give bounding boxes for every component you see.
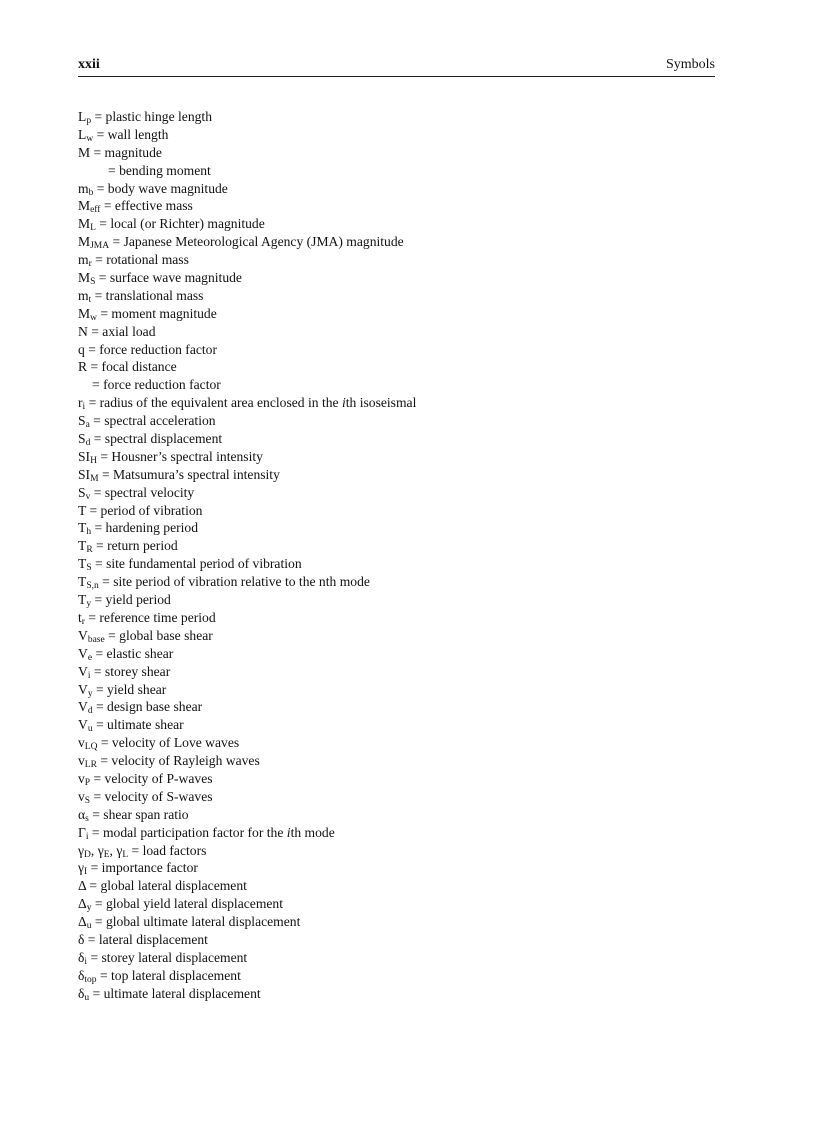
symbol-subscript: y <box>86 903 92 914</box>
symbol-entry <box>78 913 718 931</box>
symbol-entry <box>78 233 718 251</box>
symbol-definition: = velocity of Rayleigh waves <box>96 753 260 769</box>
italic-index: i <box>341 395 346 411</box>
symbol-subscript: v <box>85 491 91 502</box>
symbol: R <box>78 359 88 375</box>
symbol-definition: = plastic hinge length <box>91 109 212 124</box>
symbol-entry <box>78 251 718 269</box>
symbol-subscript: a <box>85 420 90 431</box>
symbol-definition: = reference time period <box>84 609 216 625</box>
symbol-subscript: eff <box>90 205 101 216</box>
symbol-definition: = velocity of Love waves <box>97 735 240 751</box>
symbol-subscript: e <box>87 652 93 663</box>
symbol-entry <box>78 645 718 663</box>
symbol-entry <box>78 108 718 126</box>
symbol-entry <box>78 448 718 466</box>
symbol-entry <box>78 842 718 860</box>
symbol-definition: , <box>90 842 98 858</box>
symbol: SI <box>78 466 91 482</box>
symbol: M <box>78 305 91 321</box>
symbol: T <box>78 502 87 518</box>
symbol-subscript: S <box>84 795 91 806</box>
separator: , <box>109 842 117 858</box>
symbol-definition: = yield shear <box>92 681 167 697</box>
symbol-definition: = spectral acceleration <box>89 413 216 429</box>
symbol-definition: = focal distance <box>87 359 177 375</box>
symbol-subscript: JMA <box>90 241 110 252</box>
symbol-definition: = top lateral displacement <box>96 967 241 983</box>
symbol-definition-rest: th mode <box>290 824 335 840</box>
symbol-subscript: w <box>90 312 97 323</box>
symbol-definition: = modal participation factor for the <box>88 824 287 840</box>
symbol-entry <box>78 734 718 752</box>
symbol-definition: = elastic shear <box>92 645 174 661</box>
symbol-subscript: D <box>84 849 91 860</box>
symbol-entry <box>78 985 718 1003</box>
symbol: m <box>78 180 89 196</box>
symbol-entry <box>78 287 718 305</box>
symbol: γ <box>78 860 85 876</box>
symbol: M <box>78 144 91 160</box>
symbol: Δ <box>78 878 86 894</box>
symbol-definition: = hardening period <box>91 520 199 536</box>
symbol-entry <box>78 931 718 949</box>
symbol-entry <box>78 609 718 627</box>
symbol: v <box>78 735 85 751</box>
symbol-definition: = Japanese Meteorological Agency (JMA) magnitude <box>109 234 404 250</box>
symbol: γ <box>116 842 123 858</box>
symbol: δ <box>78 985 85 1001</box>
symbol-definition: = local (or Richter) magnitude <box>95 216 265 232</box>
symbol: M <box>78 270 91 286</box>
symbol-definition: = importance factor <box>87 860 198 876</box>
symbol: γ <box>97 842 104 858</box>
symbol-definition: = Matsumura’s spectral intensity <box>98 466 280 482</box>
symbol-definition: = Housner’s spectral intensity <box>96 448 263 464</box>
symbol-definition: = global lateral displacement <box>86 878 247 894</box>
symbol-definition: = wall length <box>93 126 169 142</box>
symbol-subscript: H <box>90 455 97 466</box>
symbol-entry <box>78 788 718 806</box>
symbol: t <box>78 609 82 625</box>
symbol-subscript: L <box>122 849 129 860</box>
symbol-definition: = return period <box>92 538 178 554</box>
symbol: δ <box>78 967 85 983</box>
symbol-subscript: t <box>88 294 92 305</box>
symbol-entry <box>78 502 718 520</box>
symbol-entry <box>78 144 718 162</box>
symbol-definition: = shear span ratio <box>88 806 189 822</box>
symbol-entry <box>78 627 718 645</box>
symbol-entry <box>78 466 718 484</box>
symbol: T <box>78 538 87 554</box>
symbol-subscript: i <box>85 831 89 842</box>
symbol: S <box>78 413 86 429</box>
symbol-definition: = effective mass <box>100 198 193 214</box>
symbol: T <box>78 556 87 572</box>
symbol-definition: = force reduction factor <box>92 377 221 393</box>
symbol-subscript: r <box>81 616 85 627</box>
symbol-subscript: S <box>90 277 96 288</box>
symbol: Δ <box>78 896 87 912</box>
symbol-subscript: i <box>82 402 86 413</box>
symbol-entry <box>78 949 718 967</box>
symbol-subscript: R <box>86 545 93 556</box>
symbol: T <box>78 574 87 590</box>
symbol-definition: = global ultimate lateral displacement <box>91 914 301 930</box>
symbol: γ <box>78 842 85 858</box>
symbol: v <box>78 788 85 804</box>
symbol: m <box>78 287 89 303</box>
symbol: v <box>78 770 85 786</box>
symbol-definition: = force reduction factor <box>84 341 218 357</box>
page-number: xxii <box>78 57 100 72</box>
symbol-definition-rest: th isoseismal <box>345 395 417 411</box>
symbol-entry <box>78 877 718 895</box>
symbol-definition: = site period of vibration relative to the nth mode <box>98 574 370 590</box>
symbol-entry <box>78 555 718 573</box>
symbol-definition: = spectral velocity <box>90 484 195 500</box>
symbol: L <box>78 109 87 124</box>
symbol-entry <box>78 519 718 537</box>
symbol-entry <box>78 305 718 323</box>
symbol-definition: = spectral displacement <box>90 431 223 447</box>
symbol-subscript: E <box>103 849 110 860</box>
symbol-entry <box>78 341 718 359</box>
symbol: Γ <box>78 824 86 840</box>
symbol-entry <box>78 859 718 877</box>
symbol: SI <box>78 448 91 464</box>
page-header <box>78 57 715 77</box>
symbol-entry <box>78 162 718 180</box>
symbol-definition: = yield period <box>91 592 171 608</box>
symbol-definition: = ultimate shear <box>92 717 184 733</box>
symbol-entry <box>78 967 718 985</box>
symbol-entry <box>78 591 718 609</box>
symbol-definition: = rotational mass <box>91 252 189 268</box>
symbol: S <box>78 484 86 500</box>
symbol-entry <box>78 358 718 376</box>
symbol-subscript: u <box>84 992 90 1003</box>
symbol-subscript: w <box>86 133 94 144</box>
symbol-entry <box>78 681 718 699</box>
symbol: v <box>78 753 85 769</box>
symbol-definition: = moment magnitude <box>96 305 217 321</box>
symbol-definition: = velocity of S-waves <box>90 788 213 804</box>
symbol-subscript: p <box>86 116 92 126</box>
symbol-subscript: d <box>85 438 91 449</box>
symbol-entry <box>78 895 718 913</box>
symbol-entry <box>78 716 718 734</box>
symbol-definition: = global yield lateral displacement <box>91 896 283 912</box>
symbol-subscript: u <box>86 921 92 932</box>
symbol: V <box>78 663 88 679</box>
symbol-definition: = surface wave magnitude <box>95 270 242 286</box>
symbol: L <box>78 126 87 142</box>
symbol: M <box>78 216 91 232</box>
symbol-subscript: h <box>86 527 92 538</box>
symbol-definition: = body wave magnitude <box>93 180 228 196</box>
symbol-entry <box>78 269 718 287</box>
symbol-entry <box>78 663 718 681</box>
symbol-subscript: r <box>88 259 92 270</box>
symbol-subscript: LQ <box>84 742 98 753</box>
symbol: q <box>78 341 85 357</box>
symbol-definition: = bending moment <box>108 162 211 178</box>
symbol-entry <box>78 484 718 502</box>
symbol-subscript: S,n <box>86 581 99 592</box>
symbol-definition: = velocity of P-waves <box>90 770 213 786</box>
symbol: Δ <box>78 914 87 930</box>
symbol-entry <box>78 806 718 824</box>
symbol-definition: = radius of the equivalent area enclosed in the <box>85 395 342 411</box>
symbol-definition: = period of vibration <box>86 502 203 518</box>
symbol-subscript: I <box>84 867 88 878</box>
symbol-definition: = magnitude <box>90 144 162 160</box>
italic-index: i <box>286 824 291 840</box>
symbol-entry <box>78 215 718 233</box>
symbol-entry <box>78 394 718 412</box>
symbol-subscript: i <box>84 956 88 967</box>
symbol-entry <box>78 698 718 716</box>
symbol: V <box>78 699 88 715</box>
symbol-subscript: b <box>88 187 94 198</box>
symbol: S <box>78 431 86 447</box>
symbol-definition: = ultimate lateral displacement <box>89 985 261 1001</box>
symbol-subscript: s <box>85 813 89 824</box>
symbol-entry <box>78 197 718 215</box>
symbol-subscript: top <box>84 974 97 985</box>
symbol-definition: = load factors <box>128 842 207 858</box>
symbol-entry <box>78 323 718 341</box>
symbol-entry <box>78 537 718 555</box>
symbol: V <box>78 717 88 733</box>
symbol-subscript: LR <box>84 760 97 771</box>
symbol-definition: = lateral displacement <box>84 931 208 947</box>
symbol: r <box>78 395 83 411</box>
symbol-subscript: i <box>87 670 91 681</box>
symbol-definition: = site fundamental period of vibration <box>91 556 302 572</box>
symbol-subscript: L <box>90 223 96 234</box>
symbol-definition: = design base shear <box>92 699 203 715</box>
symbol-subscript: y <box>87 688 93 699</box>
symbol-entry <box>78 412 718 430</box>
symbol-entry <box>78 824 718 842</box>
symbol: M <box>78 234 91 250</box>
running-title: Symbols <box>665 57 715 72</box>
symbol-list <box>78 108 718 1003</box>
symbol: T <box>78 592 87 608</box>
symbol: V <box>78 681 88 697</box>
symbol-subscript: base <box>87 634 105 645</box>
symbol-definition: = global base shear <box>104 627 213 643</box>
symbol-subscript: u <box>87 724 93 735</box>
symbol-subscript: d <box>87 706 93 717</box>
symbol: V <box>78 627 88 643</box>
symbol-subscript: M <box>90 473 99 484</box>
symbol-entry <box>78 376 718 394</box>
symbol: m <box>78 252 89 268</box>
symbol-definition: = storey shear <box>90 663 171 679</box>
symbol-subscript: P <box>84 777 91 788</box>
symbol-entry <box>78 770 718 788</box>
symbol-definition: = translational mass <box>91 287 204 303</box>
symbol: N <box>78 323 88 339</box>
symbol-definition: = storey lateral displacement <box>87 949 248 965</box>
symbol: T <box>78 520 87 536</box>
symbol-definition: = axial load <box>87 323 156 339</box>
symbol-entry <box>78 752 718 770</box>
symbol: V <box>78 645 88 661</box>
symbol: α <box>78 806 86 822</box>
symbol-subscript: S <box>86 563 92 574</box>
symbol-entry <box>78 180 718 198</box>
symbol-entry <box>78 430 718 448</box>
symbol-entry <box>78 126 718 144</box>
symbol: M <box>78 198 91 214</box>
symbol: δ <box>78 931 85 947</box>
symbol-subscript: y <box>86 599 92 610</box>
symbol-entry <box>78 573 718 591</box>
symbol: δ <box>78 949 85 965</box>
